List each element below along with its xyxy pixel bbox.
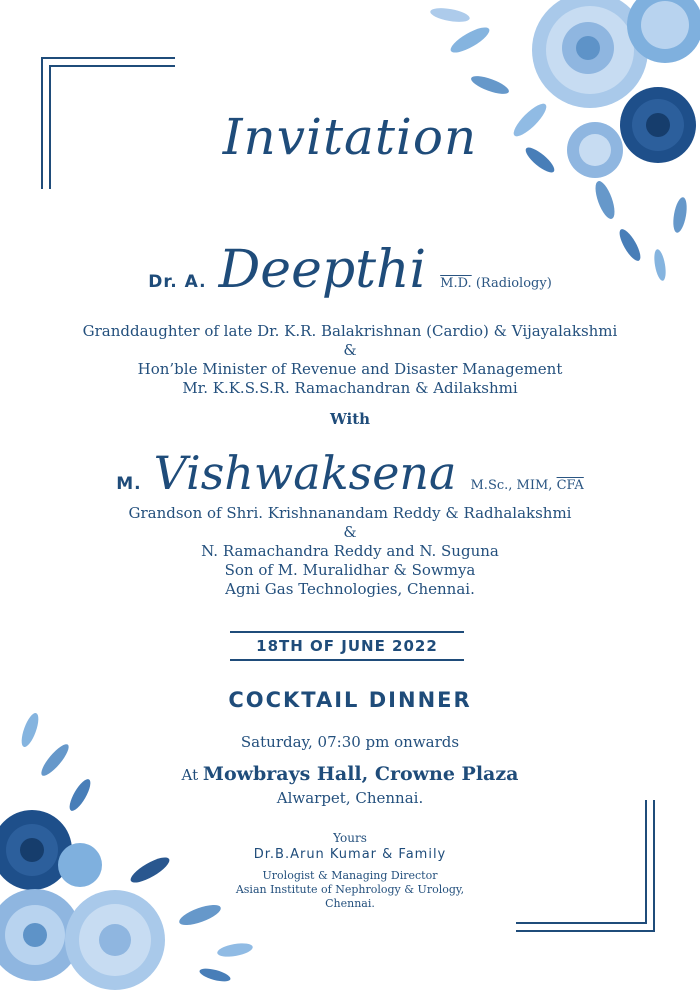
date-rule-bottom — [230, 659, 464, 661]
host-name: Dr.B.Arun Kumar & Family — [253, 847, 447, 862]
bride-name-row — [0, 240, 700, 300]
event-date: 18TH OF JUNE 2022 — [256, 637, 438, 655]
event-time: Saturday, 07:30 pm onwards — [240, 733, 460, 751]
groom-family-line: Agni Gas Technologies, Chennai. — [225, 580, 475, 598]
bride-family-lines — [0, 322, 700, 398]
with-label: With — [329, 410, 371, 428]
date-banner — [230, 631, 464, 661]
bride-family-line: & — [343, 341, 357, 359]
groom-prefix: M. — [116, 474, 142, 494]
bride-family-line: Mr. K.K.S.S.R. Ramachandran & Adilakshmi — [182, 379, 518, 397]
venue-city: Alwarpet, Chennai. — [276, 789, 424, 807]
event-title: COCKTAIL DINNER — [228, 688, 472, 712]
host-detail-line: Chennai. — [325, 897, 375, 910]
bride-name: Deepthi — [218, 240, 427, 300]
invitation-title: Invitation — [222, 108, 478, 166]
groom-degree-mark: $\overline{CFA}$ — [556, 478, 584, 493]
groom-family-line: N. Ramachandra Reddy and N. Suguna — [201, 542, 499, 560]
groom-name: Vishwaksena — [153, 446, 457, 500]
groom-family-lines — [0, 504, 700, 599]
event-venue — [0, 763, 700, 785]
host-detail-line: Asian Institute of Nephrology & Urology, — [235, 883, 465, 896]
groom-family-line: Grandson of Shri. Krishnanandam Reddy & Radhalakshmi — [128, 504, 572, 522]
yours-label: Yours — [333, 831, 367, 845]
bride-prefix: Dr. A. — [148, 272, 207, 292]
bride-degree-rest: (Radiology) — [471, 276, 552, 291]
bride-family-line: Hon’ble Minister of Revenue and Disaster Management — [137, 360, 563, 378]
bride-degree-mark: M.D. — [440, 276, 472, 291]
host-details — [0, 869, 700, 911]
corner-frame-bottom-right — [516, 798, 656, 933]
groom-name-row — [0, 446, 700, 500]
host-detail-line: Urologist & Managing Director — [262, 869, 438, 882]
bride-degree — [440, 276, 552, 291]
venue-name: Mowbrays Hall, Crowne Plaza — [202, 763, 519, 785]
groom-family-line: Son of M. Muralidhar & Sowmya — [224, 561, 476, 579]
groom-family-line: & — [343, 523, 357, 541]
bride-family-line: Granddaughter of late Dr. K.R. Balakrishnan (Cardio) & Vijayalakshmi — [82, 322, 618, 340]
venue-at: At — [181, 766, 203, 784]
groom-degree — [471, 478, 584, 493]
groom-degree-lead: M.Sc., MIM, — [470, 478, 557, 493]
date-rule-top — [230, 631, 464, 633]
